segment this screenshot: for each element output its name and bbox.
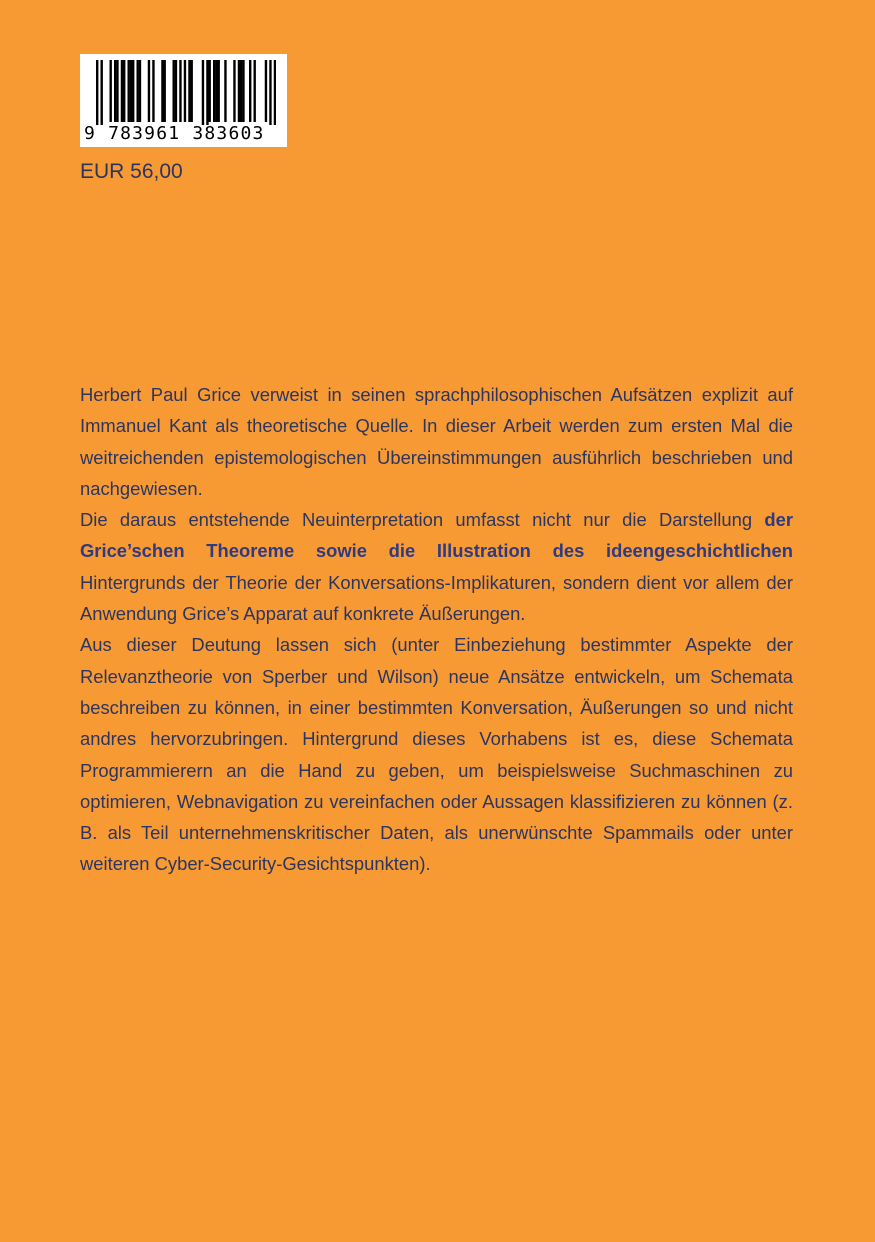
back-cover-blurb [80,379,793,880]
blurb-paragraph-2-start: Die daraus entstehende Neuinterpretation umfasst nicht nur die Darstellung [80,509,765,531]
blurb-paragraph-3: Aus dieser Deutung lassen sich (unter Einbeziehung bestimmter Aspekte der Relevanztheorie von Sperber und Wilson) neue Ansätze entwickeln, um Schemata beschreiben zu können, in einer bestimmten Konversation, Äußerungen so und nicht andres hervorzubringen. Hintergrund dieses Vorhabens ist es, diese Schemata Programmierern an die Hand zu geben, um beispielsweise Suchmaschinen zu optimieren, Webnavigation zu vereinfachen oder Aussagen klassifizieren zu können (z. B. als Teil unternehmenskritischer Daten, als unerwünschte Spammails oder unter weiteren Cyber-Security-Gesichtspunkten). [80,634,793,875]
price-label: EUR 56,00 [80,160,183,183]
isbn-barcode [80,54,287,147]
barcode-bars [96,60,276,125]
blurb-paragraph-2 [80,504,793,629]
blurb-paragraph-2-end: Hintergrunds der Theorie der Konversations-Implikaturen, sondern dient vor allem der Anwendung Grice’s Apparat auf konkrete Äußerungen. [80,571,793,625]
blurb-emphasis: der Grice’schen Theoreme sowie die Illustration des ideengeschichtlichen [80,509,793,562]
blurb-paragraph-1: Herbert Paul Grice verweist in seinen sprachphilosophischen Aufsätzen explizit auf Immanuel Kant als theoretische Quelle. In dieser Arbeit werden zum ersten Mal die weitreichenden epistemologischen Übereinstimmungen ausführlich beschrieben und nachgewiesen. [80,384,793,499]
isbn-digits: 9 783961 383603 [84,123,265,144]
